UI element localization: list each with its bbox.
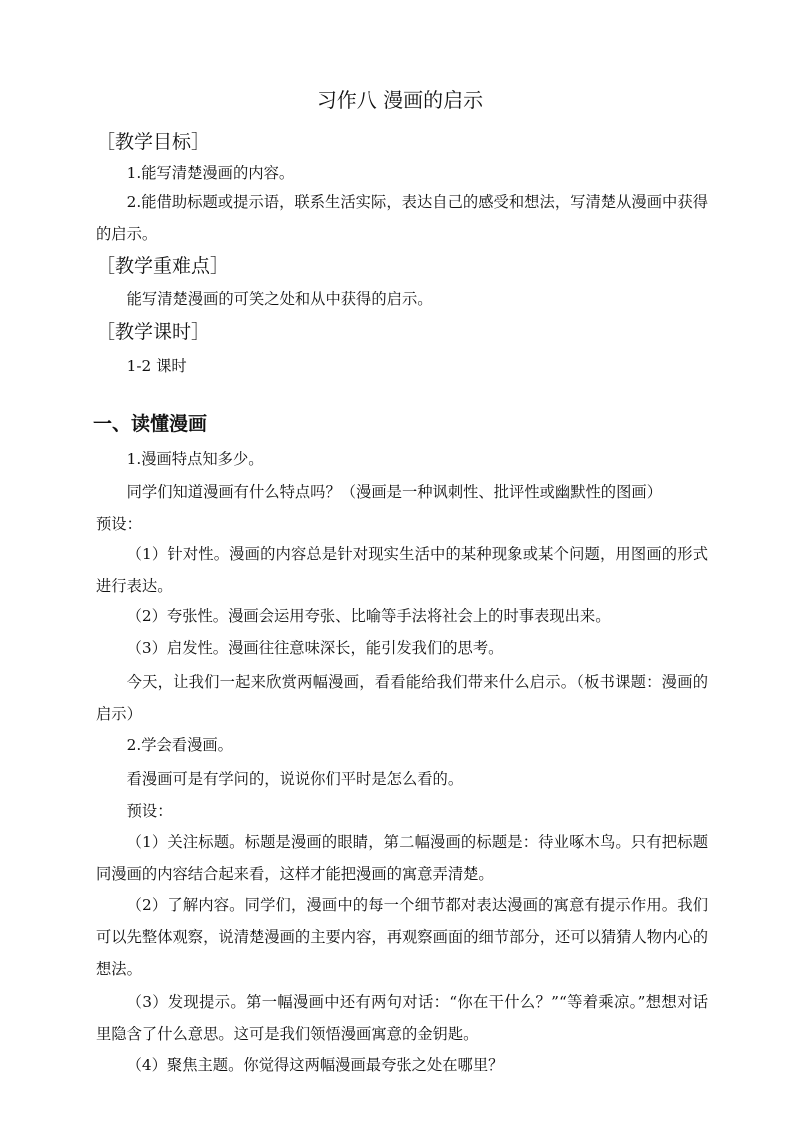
paragraph: （1）关注标题。标题是漫画的眼睛，第二幅漫画的标题是：待业啄木鸟。只有把标题同漫画的内容结合起来看，这样才能把漫画的寓意弄清楚。: [96, 833, 708, 883]
paragraph: （3）启发性。漫画往往意味深长，能引发我们的思考。: [126, 639, 504, 657]
paragraph: （1）针对性。漫画的内容总是针对现实生活中的某种现象或某个问题，用图画的形式进行表达。: [96, 545, 708, 595]
paragraph: （2）夸张性。漫画会运用夸张、比喻等手法将社会上的时事表现出来。: [126, 607, 611, 625]
paragraph: （2）了解内容。同学们，漫画中的每一个细节都对表达漫画的寓意有提示作用。我们可以先整体观察，说清楚漫画的主要内容，再观察画面的细节部分，还可以猜猜人物内心的想法。: [96, 896, 708, 978]
paragraph: （4）聚焦主题。你觉得这两幅漫画最夸张之处在哪里？: [126, 1056, 504, 1074]
paragraph: 1.漫画特点知多少。: [126, 450, 264, 468]
hours-heading: ［教学课时］: [96, 321, 211, 343]
key-points-heading: ［教学重难点］: [96, 255, 230, 277]
paragraph: 同学们知道漫画有什么特点吗？（漫画是一种讽刺性、批评性或幽默性的图画）: [126, 483, 662, 501]
hours-text: 1-2 课时: [126, 357, 187, 375]
objective-item-1: 1.能写清楚漫画的内容。: [126, 164, 295, 182]
key-points-text: 能写清楚漫画的可笑之处和从中获得的启示。: [126, 290, 433, 308]
page-title: 习作八 漫画的启示: [316, 88, 484, 112]
paragraph: （3）发现提示。第一幅漫画中还有两句对话：“你在干什么？”“等着乘凉。”想想对话里隐含了什么意思。这可是我们领悟漫画寓意的金钥匙。: [96, 993, 708, 1043]
paragraph: 看漫画可是有学问的，说说你们平时是怎么看的。: [126, 770, 464, 788]
paragraph: 2.学会看漫画。: [126, 736, 233, 754]
objectives-heading: ［教学目标］: [96, 131, 211, 153]
paragraph: 预设：: [126, 802, 173, 820]
objective-item-2: 2.能借助标题或提示语，联系生活实际，表达自己的感受和想法，写清楚从漫画中获得的启示。: [96, 193, 708, 243]
paragraph: 预设：: [96, 515, 142, 533]
section-heading: 一、读懂漫画: [93, 413, 208, 435]
paragraph: 今天，让我们一起来欣赏两幅漫画，看看能给我们带来什么启示。（板书课题：漫画的启示）: [96, 673, 708, 723]
